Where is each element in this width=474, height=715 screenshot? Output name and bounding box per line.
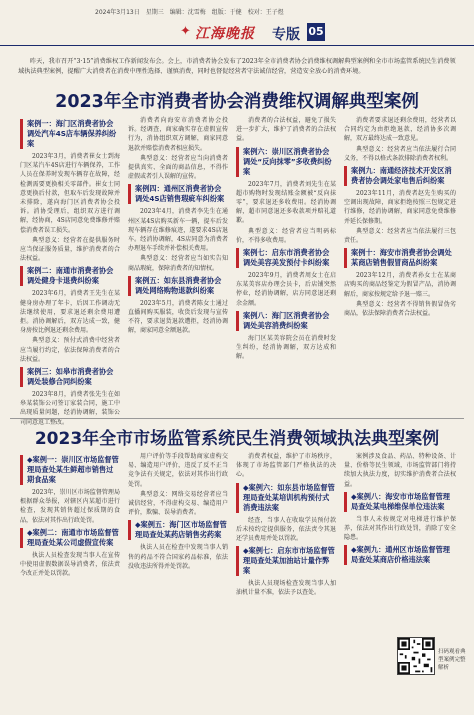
section2-column-1 xyxy=(20,452,120,708)
body-paragraph: 海门区某美容院会员在消费时发生纠纷，经消协调解，双方达成和解。 xyxy=(236,334,336,361)
body-paragraph: 执法人员现场检查发现当事人加油机计量不准，依法予以查处。 xyxy=(236,580,336,597)
body-paragraph: 2023年3月，消费者崔女士到海门区某汽车4S店进行车辆保养，工作人员在保养时发现车辆存在故障，经检测需要更换相关零部件。崔女士同意更换后付款，但取车后发现故障并未排除，遂向海门区消费者协会投诉。消协受理后，组织双方进行调解，经协商，4S店同意免费维修并赔偿消费者误工损失。 xyxy=(20,153,120,234)
body-paragraph: 典型意义：经营者在提供服务时应当保证服务质量，维护消费者的合法权益。 xyxy=(20,236,120,263)
case-title: ◆案例七：启东市市场监督管理局查处某加油站计量作弊案 xyxy=(236,546,336,576)
body-paragraph: 典型意义：经营者应当如实告知商品瑕疵，保障消费者的知情权。 xyxy=(128,255,228,272)
brand-name: 江海晚报 xyxy=(195,26,255,42)
body-paragraph: 2023年9月，消费者周女士在启东某美容店办理会员卡，后店铺突然停业，经消协调解，店方同意退还剩余金额。 xyxy=(236,272,336,307)
body-paragraph: 消费者权益，维护了市场秩序，体现了市场监管部门严格执法的决心。 xyxy=(236,453,336,479)
case-title: 案例一：海门区消费者协会调处汽车4S店车辆保养纠纷案 xyxy=(20,119,120,149)
body-paragraph: 典型意义：经营者应当依法履行合同义务，不得以格式条款排除消费者权利。 xyxy=(344,145,456,162)
body-paragraph: 2023年5月，消费者陈女士通过直播间购买服装，收货后发现与宣传不符，要求退货退款遭拒，经消协调解，商家同意全额退款。 xyxy=(128,299,228,335)
body-paragraph: 用户评价等手段帮助商家虚构交易、编造用户评价，违反了反不正当竞争法有关规定，依法对其作出行政处罚。 xyxy=(128,453,228,488)
section1-column-4 xyxy=(344,116,456,412)
body-paragraph: 2023年12月，消费者孙女士在某商店购买的商品经鉴定为假冒产品，消协调解后，商家按规定给予退一赔三。 xyxy=(344,272,456,298)
case-title: ◆案例八：海安市市场监督管理局查处某电梯维保单位违法案 xyxy=(344,492,456,512)
case-title: 案例五：如东县消费者协会调处网络购物退款纠纷案 xyxy=(128,276,228,296)
body-paragraph: 典型意义：经营者应当依法履行三包责任。 xyxy=(344,227,456,245)
body-paragraph: 典型意义：网络交易经营者应当诚信经营，不得虚构交易、编造用户评价，欺骗、误导消费者。 xyxy=(128,490,228,517)
case-title: 案例七：启东市消费者协会调处美容美发预付卡纠纷案 xyxy=(236,248,336,268)
case-title: 案例六：崇川区消费者协会调处“反向抹零”多收费纠纷案 xyxy=(236,147,336,177)
case-title: ◆案例九：通州区市场监督管理局查处某商店价格违法案 xyxy=(344,545,456,565)
case-title: ◆案例六：如东县市场监督管理局查处某培训机构预付式消费违法案 xyxy=(236,483,336,513)
section1-column-2 xyxy=(128,116,228,412)
body-paragraph: 执法人员在检查中发现当事人销售的药品不符合国家药品标准，依法没收违法所得并处罚款。 xyxy=(128,544,228,570)
body-paragraph: 2023年，崇川区市场监督管理局根据群众举报，对辖区内某超市进行检查，发现其销售超过保质期的食品，依法对其作出行政处罚。 xyxy=(20,489,120,524)
section1-column-1 xyxy=(20,116,120,426)
section2-headline: 2023年全市市场监管系统民生消费领域执法典型案例 xyxy=(34,429,440,449)
body-paragraph: 2023年11月，消费者赵先生购买的空调出现故障，商家拒绝按照三包规定进行维修，经消协调解，商家同意免费维修并延长保修期。 xyxy=(344,190,456,225)
body-paragraph: 典型意义：经营者应当向消费者提供真实、全面的商品信息，不得作虚假或者引人误解的宣传。 xyxy=(128,154,228,181)
issue-info: 2024年3月13日 星期三 编辑：沈雪梅 组版：于健 校对：王子煜 xyxy=(95,9,284,16)
case-title: 案例四：通州区消费者协会调处4S店销售瑕疵车纠纷案 xyxy=(128,184,228,204)
page-number: 05 xyxy=(307,23,325,41)
body-paragraph: 消费者要求退还剩余费用，经营者以合同约定为由拒绝退款，经消协多次调解，双方最终达成一致意见。 xyxy=(344,117,456,143)
body-paragraph: 典型意义：预付式消费中经营者应当履行约定，依法保障消费者的合法权益。 xyxy=(20,337,120,363)
case-title: 案例二：南通市消费者协会调处健身卡退费纠纷案 xyxy=(20,266,120,286)
body-paragraph: 2023年8月，消费者张先生在如皋某装饰公司签订家装合同，施工中出现质量问题，经消协调解，装饰公司同意返工整改。 xyxy=(20,391,120,426)
section-divider xyxy=(10,418,464,419)
section1-headline: 2023年全市消费者协会消费维权调解典型案例 xyxy=(55,92,419,112)
case-title: 案例三：如皋市消费者协会调处装修合同纠纷案 xyxy=(20,367,120,387)
intro-paragraph: 昨天，我市召开“3·15”消费维权工作新闻发布会。会上，市消费者协会发布了2023年全市消费者协会消费维权调解典型案例和全市市场监管系统民生消费领域执法典型案例，提醒广大消费者在消费中理性选择、谨慎消费，同时也督促经营者守法诚信经营，营造安全放心的消费环境。 xyxy=(18,58,456,75)
case-title: 案例九：南通经济技术开发区消费者协会调处家电售后纠纷案 xyxy=(344,166,456,186)
qr-caption: 扫码观看典型案例完整解析 xyxy=(438,649,466,671)
qr-code[interactable] xyxy=(397,637,435,675)
section-name: 专版 xyxy=(272,27,300,43)
body-paragraph: 2023年6月，消费者王先生在某健身房办理了年卡，后因工作调动无法继续使用，要求退还剩余费用遭拒。消协调解后，双方达成一致，健身房按比例退还剩余费用。 xyxy=(20,290,120,335)
body-paragraph: 2023年4月，消费者李先生在通州区某4S店购买新车一辆，提车后发现车辆存在维修痕迹，遂要求4S店退车。经消协调解，4S店同意为消费者办理退车手续并补偿相关费用。 xyxy=(128,208,228,253)
body-paragraph: 典型意义：经营者应当明码标价，不得多收费用。 xyxy=(236,227,336,244)
case-title: 案例八：海门区消费者协会调处美容消费纠纷案 xyxy=(236,311,336,331)
case-title: 案例十：海安市消费者协会调处某商店销售假冒商品纠纷案 xyxy=(344,248,456,268)
section2-column-2 xyxy=(128,452,228,708)
body-paragraph: 经查，当事人在收取学员预付款后未按约定提供服务，依法责令其退还学员费用并处以罚款。 xyxy=(236,516,336,543)
body-paragraph: 消费者的合法权益，避免了损失进一步扩大，维护了消费者的合法权益。 xyxy=(236,117,336,143)
section2-column-4 xyxy=(344,452,456,632)
body-paragraph: 消费者向海安市消费者协会投诉。经调查，商家确实存在虚假宣传行为，消协组织双方调解，商家同意退款并赔偿消费者相应损失。 xyxy=(128,117,228,152)
masthead xyxy=(0,20,474,46)
case-title: ◆案例一：崇川区市场监督管理局查处某生鲜超市销售过期食品案 xyxy=(20,455,120,485)
section2-column-3 xyxy=(236,452,336,708)
case-title: ◆案例二：南通市市场监督管理局查处某公司虚假宣传案 xyxy=(20,528,120,548)
qr-code-icon xyxy=(398,638,434,674)
body-paragraph: 执法人员检查发现当事人在宣传中使用虚假数据误导消费者，依法责令改正并处以罚款。 xyxy=(20,551,120,578)
body-paragraph: 当事人未按规定对电梯进行维护保养，依法对其作出行政处罚，消除了安全隐患。 xyxy=(344,515,456,542)
case-title: ◆案例五：海门区市场监督管理局查处某药店销售劣药案 xyxy=(128,520,228,540)
section1-column-3 xyxy=(236,116,336,412)
body-paragraph: 典型意义：经营者不得销售假冒伪劣商品，依法保障消费者合法权益。 xyxy=(344,300,456,318)
brand-logo-icon: ✦ xyxy=(180,24,191,39)
page-meta xyxy=(0,6,474,20)
body-paragraph: 案例涉及食品、药品、特种设备、计量、价格等民生领域，市场监管部门将持续加大执法力度，切实维护消费者合法权益。 xyxy=(344,453,456,488)
body-paragraph: 2023年7月，消费者刘先生在某超市购物时发现结账金额被“反向抹零”，要求退还多收费用。经消协调解，超市同意退还多收款项并赔礼道歉。 xyxy=(236,180,336,225)
